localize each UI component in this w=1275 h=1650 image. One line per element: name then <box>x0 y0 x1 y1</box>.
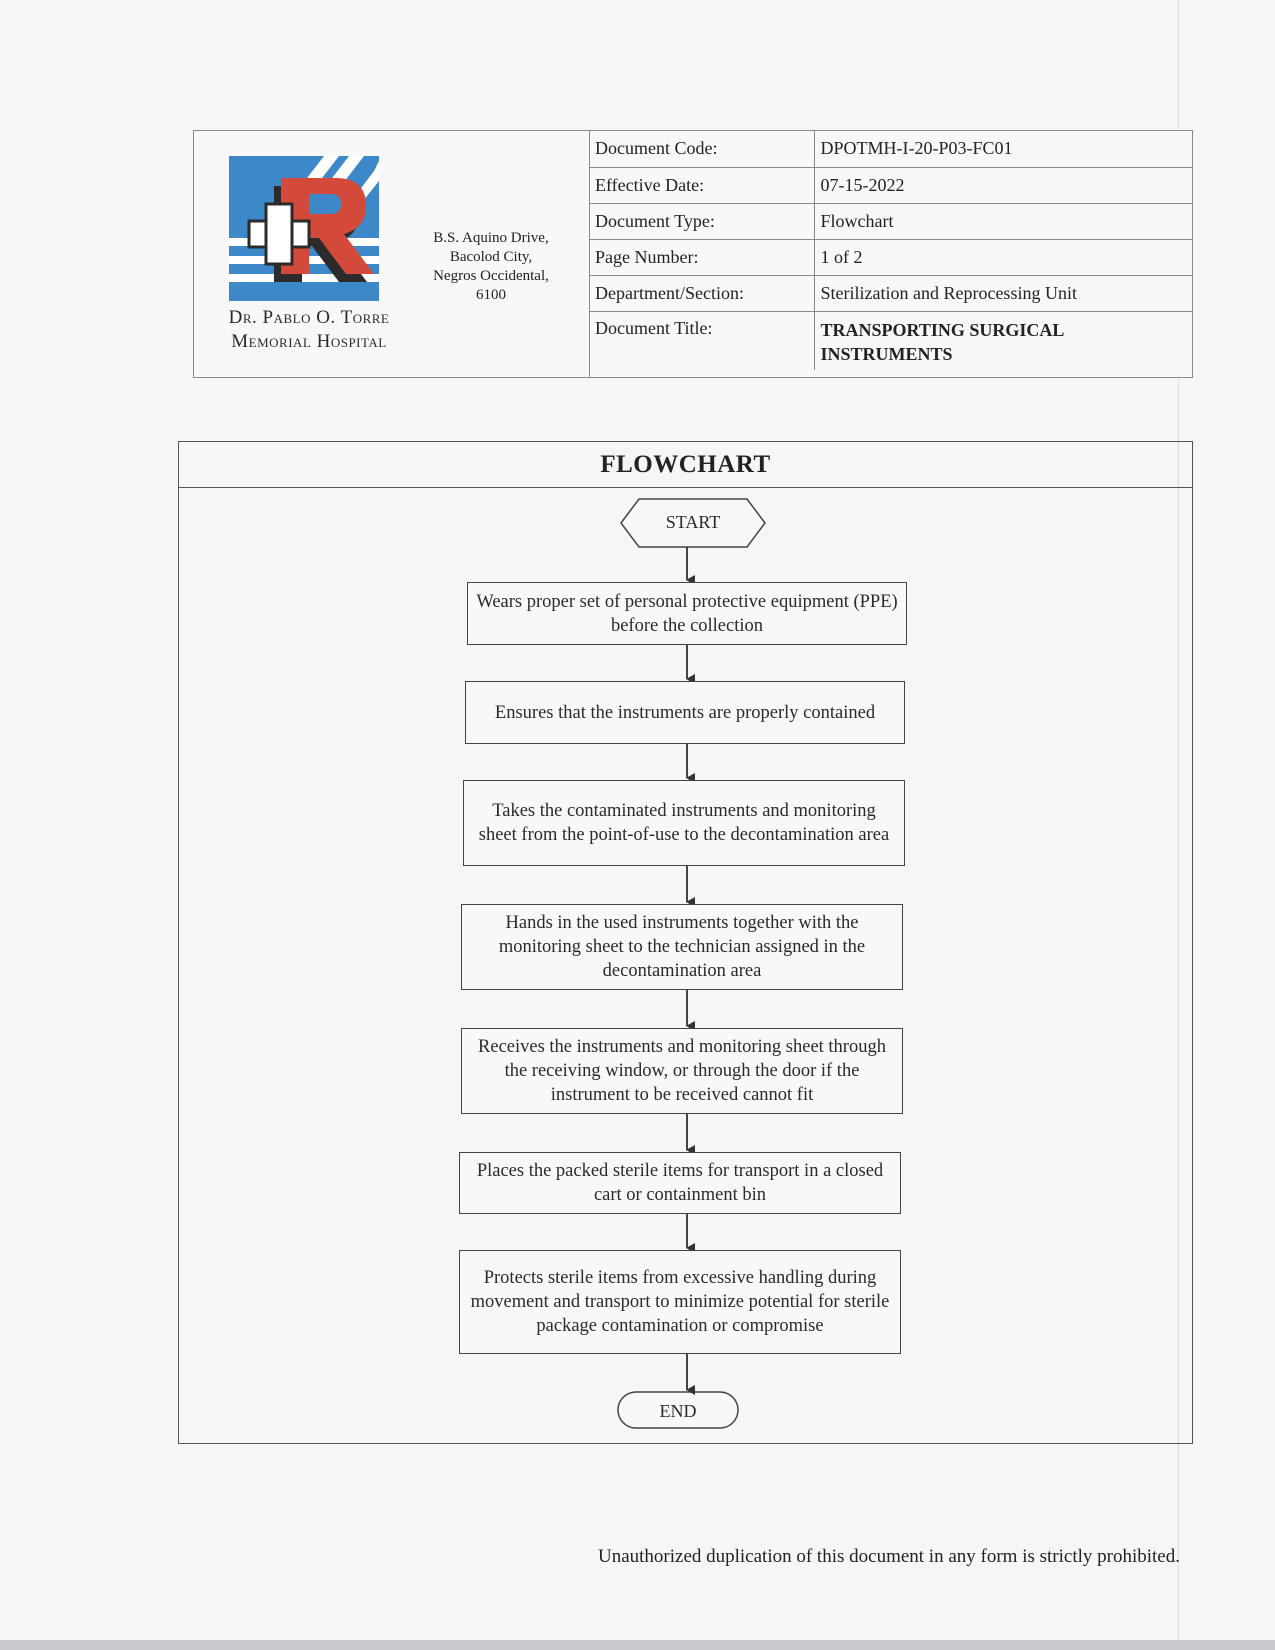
start-terminal: START <box>665 512 721 532</box>
info-label: Document Title: <box>595 317 713 338</box>
info-row-page-number <box>589 239 1192 275</box>
flowchart-step: Places the packed sterile items for transport in a closed cart or containment bin <box>459 1152 901 1214</box>
document-title-line: INSTRUMENTS <box>820 343 953 364</box>
flowchart-title: FLOWCHART <box>179 442 1192 488</box>
info-label: Department/Section: <box>589 275 814 311</box>
info-value: Flowchart <box>814 203 1192 239</box>
hospital-name-line2: Memorial Hospital <box>231 331 387 352</box>
flowchart-frame <box>178 441 1193 1444</box>
hospital-logo-icon <box>229 156 389 306</box>
hospital-name <box>204 306 414 354</box>
end-terminal: END <box>659 1401 697 1421</box>
document-header <box>193 130 1193 378</box>
flowchart-step: Takes the contaminated instruments and monitoring sheet from the point-of-use to the decontamination area <box>463 780 905 866</box>
flowchart-step: Receives the instruments and monitoring sheet through the receiving window, or through the door if the instrument to be received cannot fit <box>461 1028 903 1114</box>
info-value: Sterilization and Reprocessing Unit <box>814 275 1192 311</box>
flowchart-step: Wears proper set of personal protective equipment (PPE) before the collection <box>467 582 907 645</box>
info-value: 07-15-2022 <box>814 167 1192 203</box>
document-title-line: TRANSPORTING SURGICAL <box>820 319 1065 340</box>
info-row-department <box>589 275 1192 311</box>
address-line: Bacolod City, <box>449 249 533 265</box>
info-value: 1 of 2 <box>814 239 1192 275</box>
info-row-effective-date <box>589 167 1192 203</box>
bottom-band <box>0 1640 1275 1650</box>
info-value: DPOTMH-I-20-P03-FC01 <box>814 131 1192 167</box>
flowchart-step: Ensures that the instruments are properly contained <box>465 681 905 744</box>
hospital-name-line1: Dr. Pablo O. Torre <box>228 307 390 328</box>
info-row-document-type <box>589 203 1192 239</box>
address-line: B.S. Aquino Drive, <box>433 230 549 246</box>
info-label: Document Type: <box>589 203 814 239</box>
address-line: Negros Occidental, <box>433 268 549 284</box>
info-label: Page Number: <box>589 239 814 275</box>
logo-cell <box>194 131 590 377</box>
info-label: Effective Date: <box>589 167 814 203</box>
document-info-table <box>589 131 1192 370</box>
info-row-document-code <box>589 131 1192 167</box>
info-row-document-title <box>589 311 1192 370</box>
flowchart-step: Hands in the used instruments together with the monitoring sheet to the technician assigned in the decontamination area <box>461 904 903 990</box>
flowchart-step: Protects sterile items from excessive handling during movement and transport to minimize potential for sterile package contamination or compromise <box>459 1250 901 1354</box>
info-label: Document Code: <box>589 131 814 167</box>
footer-note: Unauthorized duplication of this document in any form is strictly prohibited. <box>597 1546 1180 1567</box>
address-line: 6100 <box>476 287 506 303</box>
hospital-address <box>416 229 566 305</box>
document-title-value <box>814 311 1192 370</box>
